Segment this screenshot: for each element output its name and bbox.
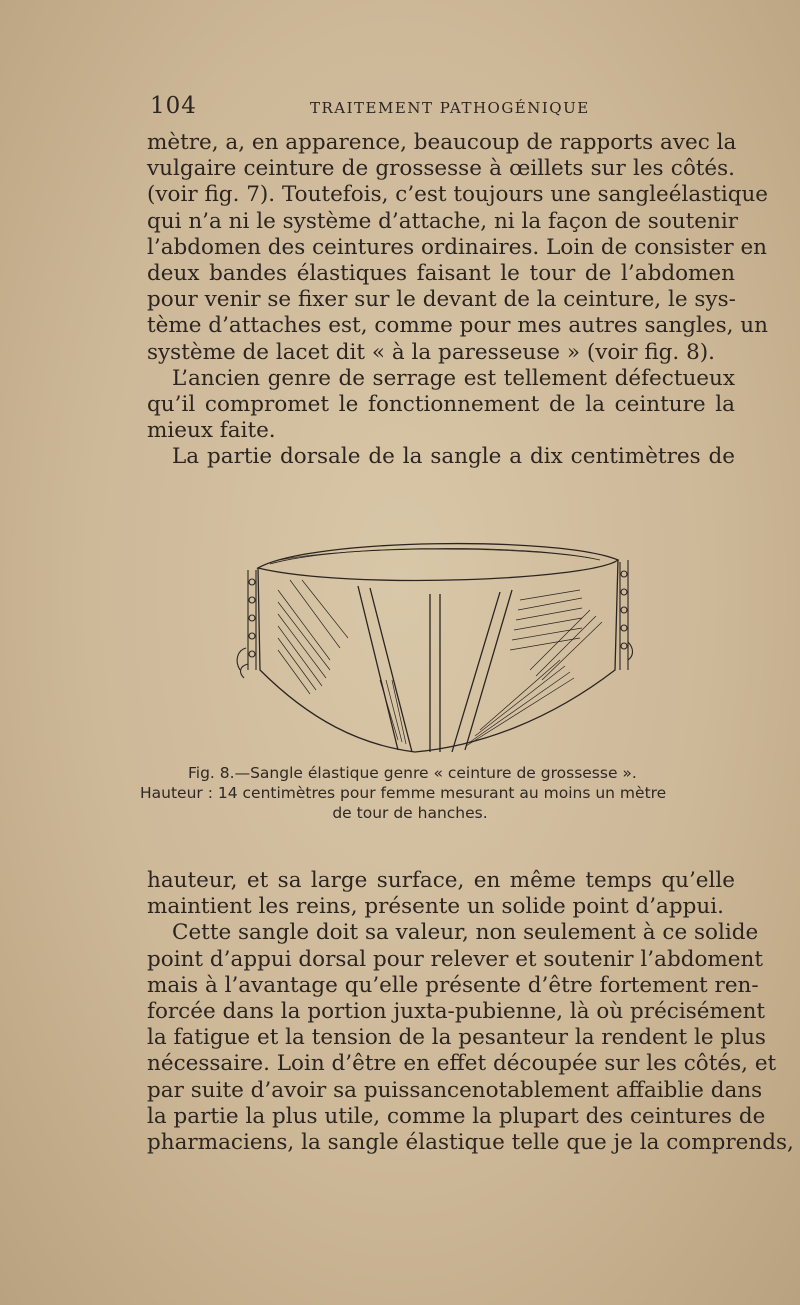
text-line: deux bandes élastiques faisant le tour de l’abdomen [147,260,735,286]
text-line: Cette sangle doit sa valeur, non seulement à ce solide [172,920,759,946]
text-line: vulgaire ceinture de grossesse à œillets sur les côtés. [147,156,735,182]
running-head: TRAITEMENT PATHOGÉNIQUE [310,99,590,117]
text-line: mieux faite. [147,418,276,444]
text-line: l’abdomen des ceintures ordinaires. Loin de consister en [147,234,768,260]
text-block-top [147,130,769,470]
caption-line: Hauteur : 14 centimètres pour femme mesurant au moins un mètre [140,784,667,802]
figure-caption [140,763,740,823]
text-line: La partie dorsale de la sangle a dix centimètres de [172,444,735,470]
text-line: mais à l’avantage qu’elle présente d’être fortement ren- [147,972,759,998]
caption-line: Fig. 8.—Sangle élastique genre « ceinture de grossesse ». [188,764,637,782]
text-line: tème d’attaches est, comme pour mes autres sangles, un [147,313,768,339]
belt-illustration [230,530,640,760]
caption-line: de tour de hanches. [332,804,488,822]
page-header [150,93,740,123]
text-line: la fatigue et la tension de la pesanteur la rendent le plus [147,1025,766,1051]
text-line: par suite d’avoir sa puissancenotablement affaiblie dans [147,1077,763,1103]
page-number: 104 [150,93,197,119]
text-line: pharmaciens, la sangle élastique telle que je la comprends, [147,1129,794,1155]
text-line: nécessaire. Loin d’être en effet découpée sur les côtés, et [147,1051,777,1077]
text-line: qu’il compromet le fonctionnement de la ceinture la [147,391,735,417]
text-line: point d’appui dorsal pour relever et soutenir l’abdoment [147,946,764,972]
text-line: hauteur, et sa large surface, en même temps qu’elle [147,868,735,893]
text-line: forcée dans la portion juxta-pubienne, là où précisément [147,998,766,1024]
text-line: pour venir se fixer sur le devant de la ceinture, le sys- [147,287,736,313]
text-line: système de lacet dit « à la paresseuse » (voir fig. 8). [147,339,715,365]
text-line: mètre, a, en apparence, beaucoup de rapports avec la [147,130,737,155]
text-line: (voir fig. 7). Toutefois, c’est toujours une sangleélastique [147,182,769,208]
text-line: la partie la plus utile, comme la plupart des ceintures de [147,1103,766,1129]
text-block-bottom [147,868,794,1156]
text-line: maintient les reins, présente un solide point d’appui. [147,894,724,920]
text-line: qui n’a ni le système d’attache, ni la façon de soutenir [147,208,738,234]
text-line: L’ancien genre de serrage est tellement défectueux [172,365,735,391]
